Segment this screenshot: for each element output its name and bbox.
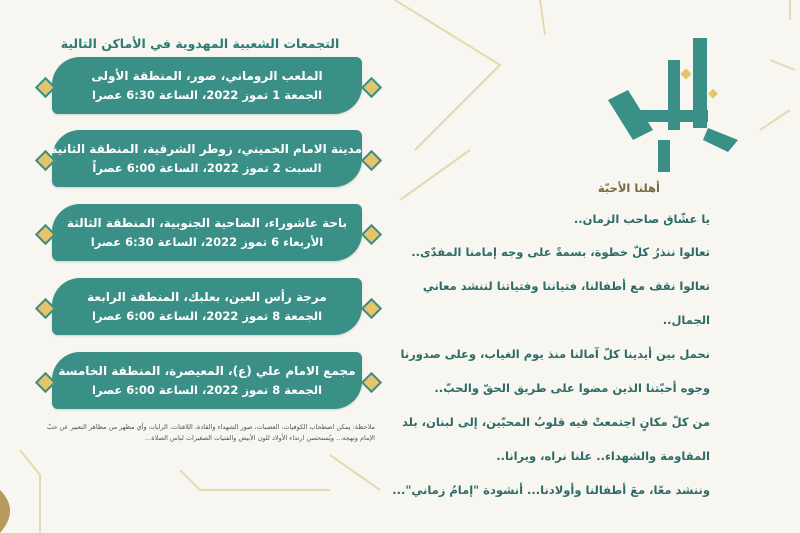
- event-card-1: [52, 57, 362, 114]
- invitation-line: وجوه أحبّتنا الذين مضوا على طريق الحقّ والحبّ..: [434, 381, 710, 395]
- invitation-line: يا عشّاق صاحب الزمان..: [573, 212, 710, 226]
- event-place: الملعب الروماني، صور، المنطقة الأولى: [91, 68, 323, 83]
- logo-emblem: [598, 30, 748, 180]
- invitation-line: المقاومة والشهداء.. علنا نراه، ويرانا..: [496, 449, 710, 463]
- event-time: الأربعاء 6 تموز 2022، الساعة 6:30 عصرا: [90, 234, 324, 249]
- event-card-3: [52, 204, 362, 261]
- event-time: السبت 2 تموز 2022، الساعة 6:00 عصراً: [92, 160, 322, 175]
- invitation-line: الجمال..: [662, 313, 710, 327]
- event-place: باحة عاشوراء، الضاحية الجنوبية، المنطقة الثالثة: [66, 215, 348, 230]
- invitation-line: نحمل بين أيدينا كلّ آمالنا منذ يوم الغياب، وعلى صدورنا: [400, 347, 710, 361]
- event-card-4: [52, 278, 362, 335]
- event-card-2: [52, 130, 362, 187]
- schedule-heading: التجمعات الشعبية المهدوية في الأماكن التالية: [60, 36, 340, 51]
- invitation-line: تعالوا نقف مع أطفالنا، فتياننا وفتياتنا لننشد معاني: [422, 279, 710, 293]
- schedule-note: ملاحظة: يمكن اصطحاب الكوفيات، العصبات، صور الشهداء والقادة، اللافتات، الرايات وأي مظهر من مظاهر التعبير عن حبّ الإمام ونهجه... ويُستحسن ارتداء الأولاد للون الأبيض والفتيات الصغيرات لباس الصلاة...: [47, 423, 375, 442]
- event-time: الجمعة 8 تموز 2022، الساعة 6:00 عصرا: [91, 308, 323, 323]
- invitation-line: تعالوا ننذرُ كلّ خطوة، بسمةً على وجه إمامنا المفدّى..: [411, 245, 710, 259]
- event-place: مجمع الامام علي (ع)، المعيصرة، المنطقة الخامسة: [58, 363, 356, 378]
- event-time: الجمعة 1 تموز 2022، الساعة 6:30 عصرا: [91, 87, 323, 102]
- invitation-line: وننشد معًا، معَ أطفالنا وأولادنا... أنشودة "إمامُ زماني"...: [392, 483, 710, 497]
- event-card-5: [52, 352, 362, 409]
- event-place: مرجة رأس العين، بعلبك، المنطقة الرابعة: [87, 289, 327, 304]
- event-place: مدينة الامام الخميني، زوطر الشرقية، المنطقة الثانية: [50, 141, 362, 156]
- event-time: الجمعة 8 تموز 2022، الساعة 6:00 عصرا: [91, 382, 323, 397]
- greeting: أهلنا الأحبّة: [597, 181, 660, 195]
- invitation-line: من كلّ مكانٍ اجتمعتْ فيه قلوبُ المحبّين، إلى لبنان، بلد: [401, 415, 710, 429]
